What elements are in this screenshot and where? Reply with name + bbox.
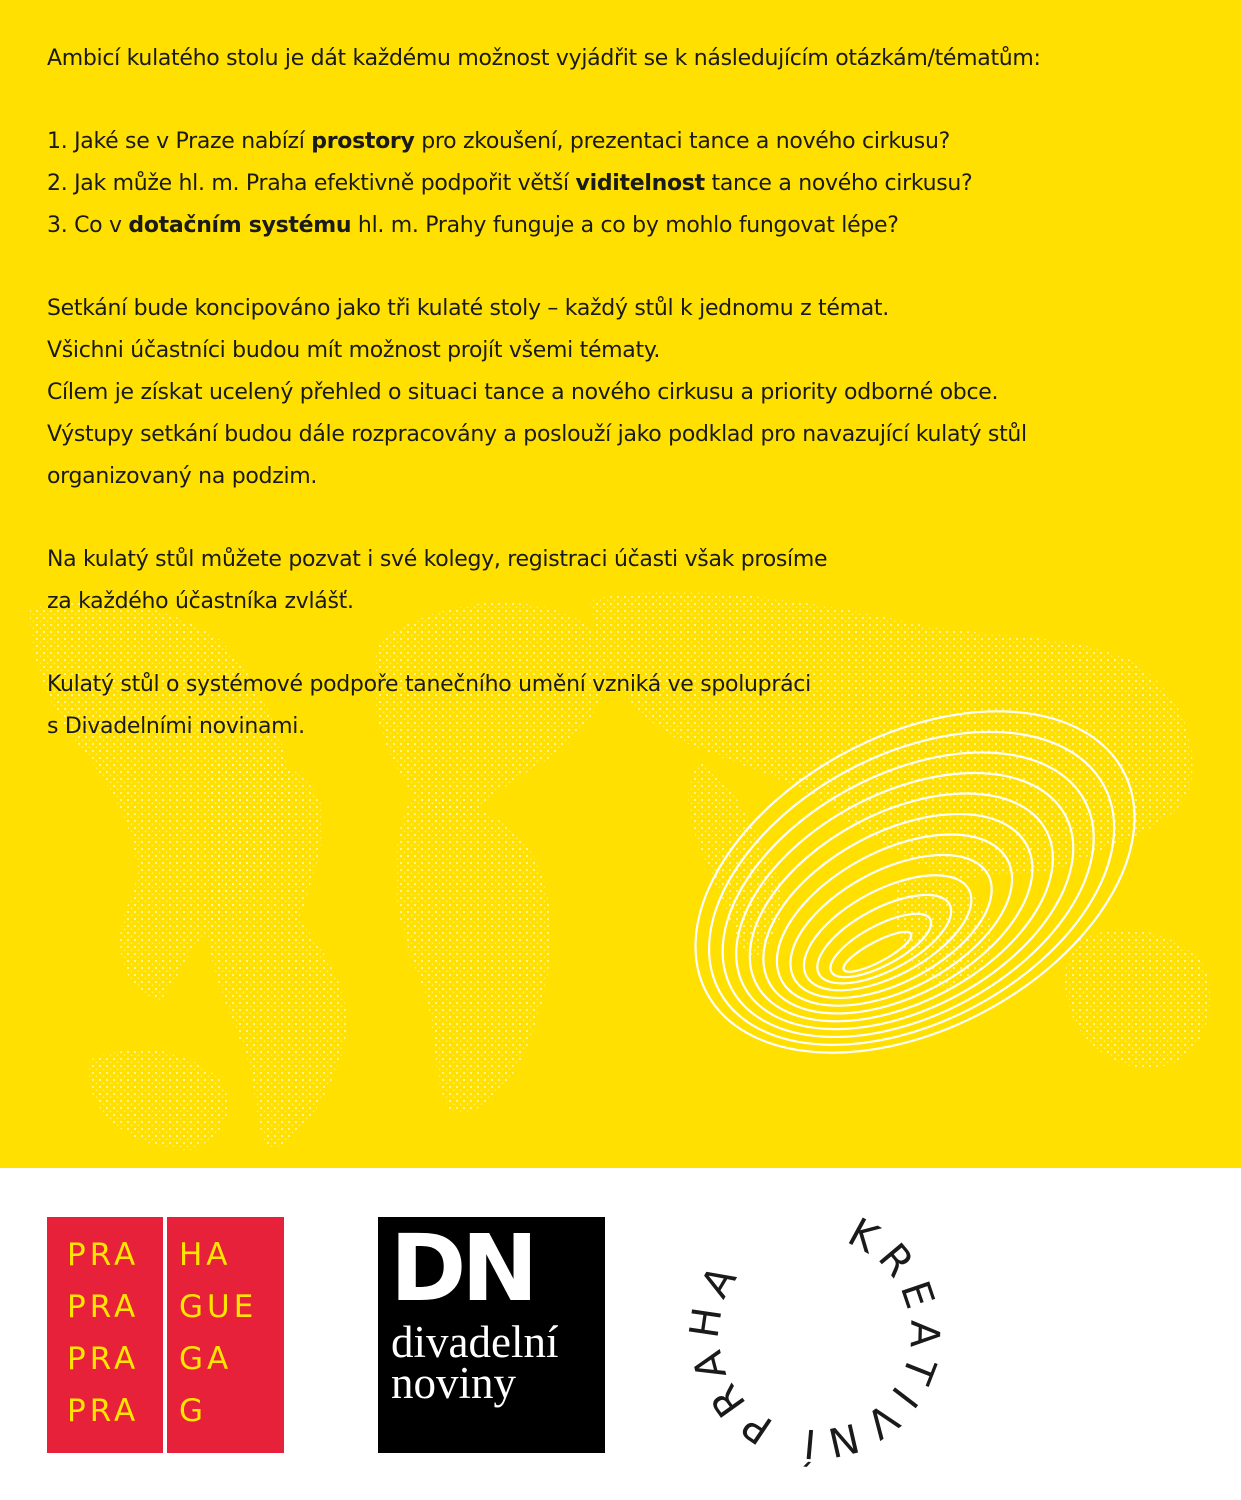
dn-name-line: noviny (391, 1358, 517, 1408)
text-line: Všichni účastníci budou mít možnost projít všemi tématy. (47, 338, 661, 363)
kreativni-praha-wordmark: KREATIVNÍ PRAHA (681, 1209, 948, 1468)
text-line: Setkání bude koncipováno jako tři kulaté stoly – každý stůl k jednomu z témat. (47, 296, 889, 321)
text-line: Na kulatý stůl můžete pozvat i své kolegy, registraci účasti však prosíme (47, 547, 828, 572)
partnership-paragraph (47, 664, 1207, 748)
text-line: Cílem je získat ucelený přehled o situaci tance a nového cirkusu a priority odborné obce. (47, 380, 999, 405)
logo-row: PRA GA (67, 1341, 233, 1377)
divadelni-noviny-logo (378, 1217, 605, 1453)
topic-item: 2. Jak může hl. m. Praha efektivně podpořit větší viditelnost tance a nového cirkusu? (47, 171, 973, 196)
topic-keyword: dotačním systému (128, 213, 352, 238)
text-line: Výstupy setkání budou dále rozpracovány a poslouží jako podklad pro navazující kulatý stůl (47, 422, 1027, 447)
topic-keyword: viditelnost (575, 171, 705, 196)
topic-item: 1. Jaké se v Praze nabízí prostory pro zkoušení, prezentaci tance a nového cirkusu? (47, 129, 950, 154)
dn-name-line: divadelní (391, 1317, 559, 1367)
intro-paragraph (47, 38, 1207, 80)
dn-monogram: DN (390, 1215, 534, 1322)
logo-row: PRA G (67, 1393, 208, 1429)
body-text (47, 38, 1207, 789)
logo-row: PRA GUE (67, 1289, 258, 1325)
kreativni-praha-logo (675, 1198, 955, 1470)
invite-paragraph (47, 539, 1207, 623)
text-line: organizovaný na podzim. (47, 464, 318, 489)
topics-list (47, 121, 1207, 247)
praha-logo (47, 1217, 284, 1453)
topic-item: 3. Co v dotačním systému hl. m. Prahy funguje a co by mohlo fungovat lépe? (47, 213, 899, 238)
intro-line: Ambicí kulatého stolu je dát každému možnost vyjádřit se k následujícím otázkám/tématům: (47, 46, 1041, 71)
format-paragraph (47, 288, 1207, 498)
text-line: Kulatý stůl o systémové podpoře tanečního umění vzniká ve spolupráci (47, 672, 811, 697)
topic-keyword: prostory (311, 129, 415, 154)
logo-row: PRA HA (67, 1237, 232, 1273)
text-line: s Divadelními novinami. (47, 714, 305, 739)
text-line: za každého účastníka zvlášť. (47, 589, 354, 614)
